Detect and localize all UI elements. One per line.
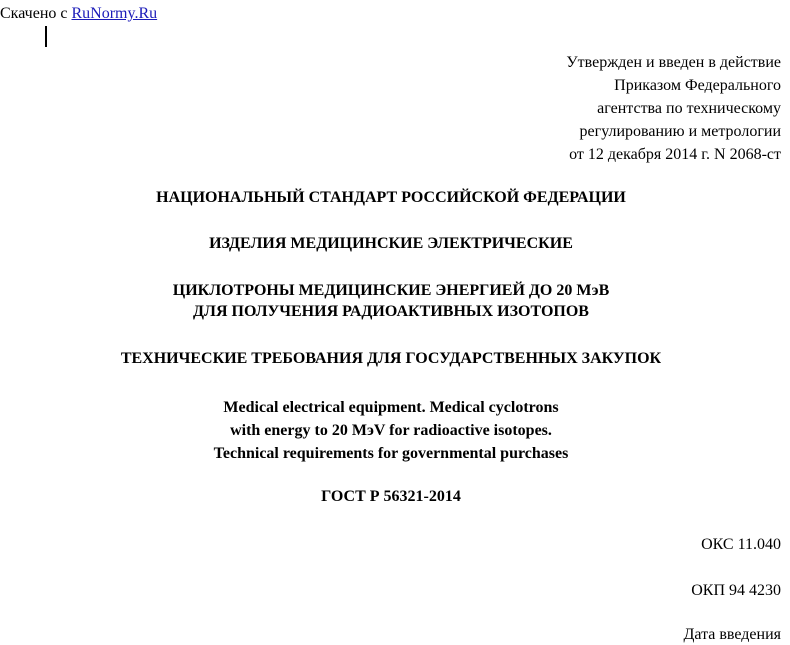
text-cursor — [45, 26, 47, 47]
cyclotrons-title-line: ДЛЯ ПОЛУЧЕНИЯ РАДИОАКТИВНЫХ ИЗОТОПОВ — [193, 303, 589, 320]
national-standard-title: НАЦИОНАЛЬНЫЙ СТАНДАРТ РОССИЙСКОЙ ФЕДЕРАЦИИ — [156, 189, 626, 206]
requirements-title: ТЕХНИЧЕСКИЕ ТРЕБОВАНИЯ ДЛЯ ГОСУДАРСТВЕННЫХ ЗАКУПОК — [120, 350, 662, 367]
approval-line: Приказом Федерального — [614, 77, 781, 94]
okp-code: ОКП 94 4230 — [691, 582, 781, 599]
intro-date-label: Дата введения — [683, 626, 781, 643]
oks-code: ОКС 11.040 — [701, 536, 781, 553]
approval-block — [566, 51, 781, 166]
runormy-link[interactable]: RuNormy.Ru — [71, 5, 158, 22]
english-title-line: Medical electrical equipment. Medical cyclotrons — [223, 399, 559, 416]
source-prefix: Скачено с — [0, 5, 72, 22]
approval-line: агентства по техническому — [597, 100, 781, 117]
cyclotrons-title — [0, 280, 782, 322]
cyclotrons-title-line: ЦИКЛОТРОНЫ МЕДИЦИНСКИЕ ЭНЕРГИЕЙ ДО 20 МэВ — [172, 282, 610, 299]
english-title-line: Technical requirements for governmental purchases — [213, 445, 569, 462]
approval-line: Утвержден и введен в действие — [566, 54, 781, 71]
source-line — [0, 4, 157, 24]
english-title — [0, 396, 782, 465]
gost-number: ГОСТ Р 56321-2014 — [321, 488, 461, 505]
approval-line: регулированию и метрологии — [579, 123, 781, 140]
english-title-line: with energy to 20 MэV for radioactive isotopes. — [230, 422, 552, 439]
products-title: ИЗДЕЛИЯ МЕДИЦИНСКИЕ ЭЛЕКТРИЧЕСКИЕ — [209, 235, 573, 252]
approval-line: от 12 декабря 2014 г. N 2068-ст — [569, 146, 781, 163]
